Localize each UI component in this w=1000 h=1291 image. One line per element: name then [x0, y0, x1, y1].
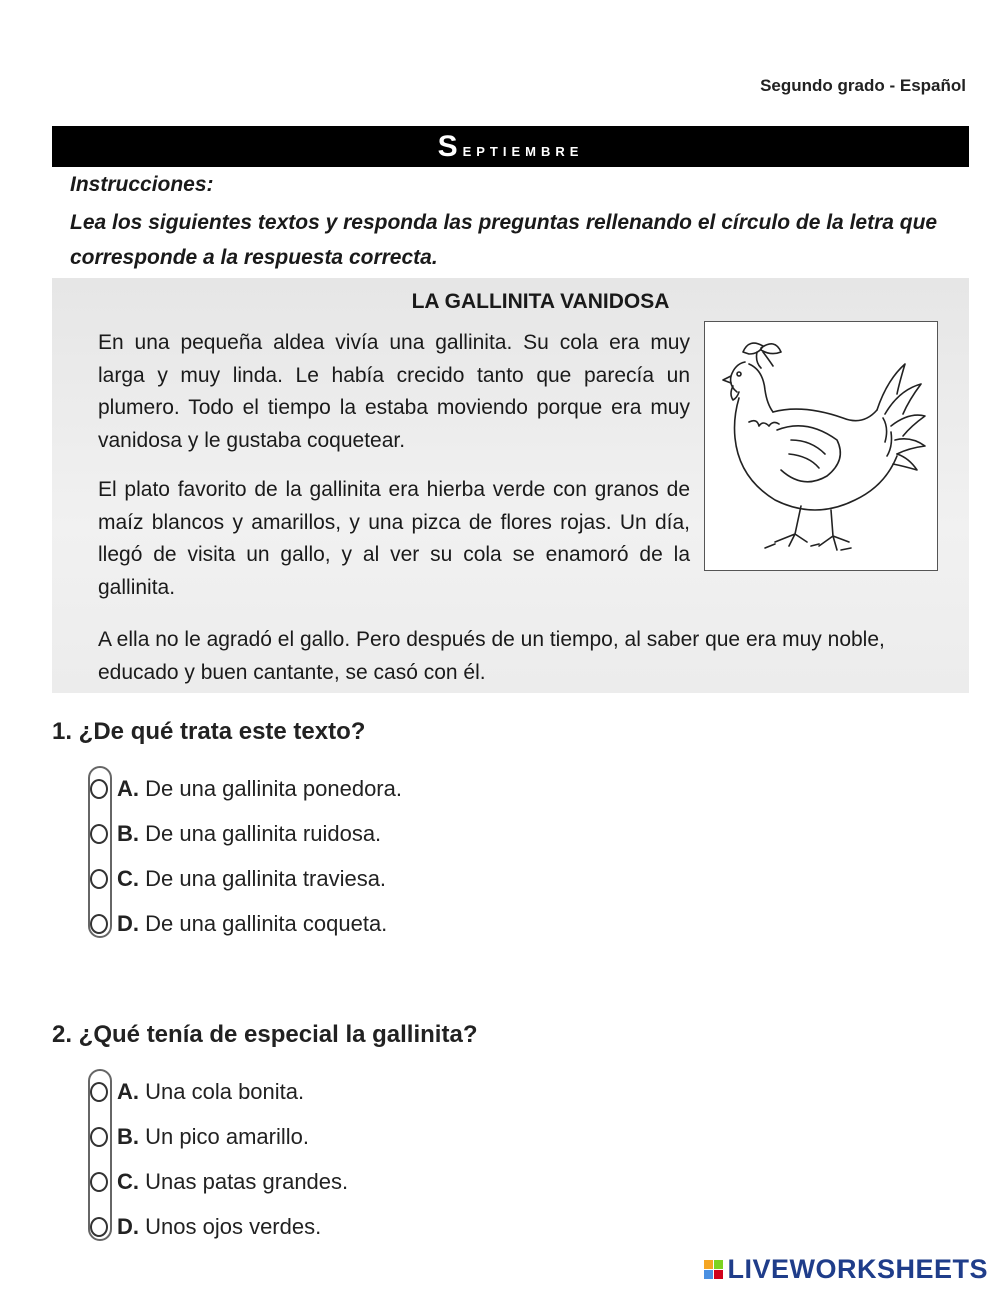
month-title: Septiembre: [437, 129, 584, 163]
option-label: [117, 1124, 309, 1150]
hen-drawing: [705, 322, 937, 570]
logo-block: [714, 1260, 723, 1269]
instructions-text: Lea los siguientes textos y responda las preguntas rellenando el círculo de la letra que corresponde a la respuesta correcta.: [70, 211, 938, 269]
logo-block: [704, 1260, 713, 1269]
option-text: Una cola bonita.: [145, 1078, 305, 1104]
option-letter: D.: [117, 910, 139, 936]
logo-blocks-icon: [704, 1260, 723, 1279]
option-row: [88, 1069, 588, 1114]
month-banner: [52, 126, 969, 167]
option-text: Unos ojos verdes.: [145, 1213, 322, 1239]
option-row: [88, 1204, 588, 1249]
question-2-options: [88, 1069, 588, 1249]
liveworksheets-logo[interactable]: [704, 1254, 988, 1285]
question-1-options: [88, 766, 588, 946]
question-1: 1. ¿De qué trata este texto?: [52, 718, 366, 745]
logo-block: [714, 1270, 723, 1279]
option-letter: B.: [117, 1123, 139, 1149]
option-label: [117, 1169, 348, 1195]
story-paragraph: En una pequeña aldea vivía una gallinita. Su cola era muy larga y muy linda. Le había crecido tanto que parecía un plumero. Todo el tiempo la estaba moviendo porque era muy vanidosa y le gustaba coquetear.: [98, 331, 690, 452]
option-text: De una gallinita coqueta.: [145, 910, 388, 936]
option-label: [117, 866, 386, 892]
radio-option-b[interactable]: [90, 1127, 108, 1147]
option-letter: A.: [117, 1078, 139, 1104]
option-text: Un pico amarillo.: [145, 1123, 309, 1149]
option-row: [88, 811, 588, 856]
option-letter: C.: [117, 865, 139, 891]
option-letter: A.: [117, 775, 139, 801]
option-label: [117, 776, 402, 802]
instructions-title: Instrucciones:: [70, 173, 214, 196]
radio-option-b[interactable]: [90, 824, 108, 844]
hen-illustration: [704, 321, 938, 571]
story-paragraph: A ella no le agradó el gallo. Pero después de un tiempo, al saber que era muy noble, educado y buen cantante, se casó con él.: [98, 628, 885, 684]
option-row: [88, 1114, 588, 1159]
radio-option-a[interactable]: [90, 1082, 108, 1102]
grade-label: Segundo grado - Español: [760, 76, 966, 95]
option-text: De una gallinita traviesa.: [145, 865, 387, 891]
option-label: [117, 1214, 321, 1240]
radio-option-c[interactable]: [90, 1172, 108, 1192]
option-letter: D.: [117, 1213, 139, 1239]
option-row: [88, 856, 588, 901]
option-row: [88, 1159, 588, 1204]
option-text: Unas patas grandes.: [145, 1168, 349, 1194]
option-label: [117, 1079, 304, 1105]
option-label: [117, 911, 387, 937]
logo-block: [704, 1270, 713, 1279]
option-row: [88, 766, 588, 811]
option-text: De una gallinita ruidosa.: [145, 820, 382, 846]
option-row: [88, 901, 588, 946]
option-label: [117, 821, 381, 847]
story-paragraph: El plato favorito de la gallinita era hierba verde con granos de maíz blancos y amarillos, y una pizca de flores rojas. Un día, llegó de visita un gallo, y al ver su cola se enamoró de la gallinita.: [98, 478, 690, 599]
radio-option-a[interactable]: [90, 779, 108, 799]
story-title: LA GALLINITA VANIDOSA: [411, 290, 670, 313]
question-2: 2. ¿Qué tenía de especial la gallinita?: [52, 1021, 478, 1048]
option-letter: C.: [117, 1168, 139, 1194]
logo-text: LIVEWORKSHEETS: [727, 1254, 988, 1284]
option-text: De una gallinita ponedora.: [145, 775, 402, 801]
option-letter: B.: [117, 820, 139, 846]
story-panel: [52, 278, 969, 693]
radio-option-d[interactable]: [90, 1217, 108, 1237]
radio-option-d[interactable]: [90, 914, 108, 934]
radio-option-c[interactable]: [90, 869, 108, 889]
